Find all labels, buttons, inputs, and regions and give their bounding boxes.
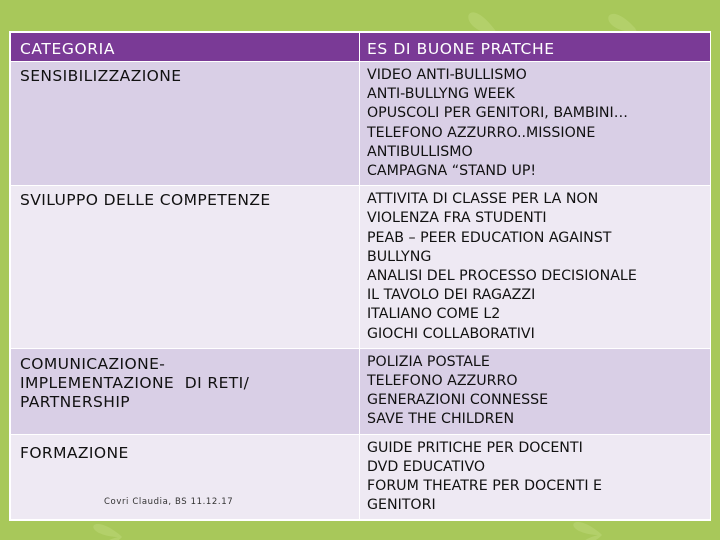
category-text: COMUNICAZIONE-: [20, 354, 166, 373]
example-text: ANTI-BULLYNG WEEK: [367, 86, 515, 103]
category-cell: [11, 186, 360, 349]
example-text: TELEFONO AZZURRO..MISSIONE: [367, 124, 596, 141]
example-text: BULLYNG: [367, 248, 432, 265]
example-text: GENERAZIONI CONNESSE: [367, 392, 549, 409]
category-text: SVILUPPO DELLE COMPETENZE: [20, 191, 271, 210]
example-text: ITALIANO COME L2: [367, 306, 501, 323]
category-text: IMPLEMENTAZIONE DI RETI/: [20, 373, 250, 392]
table-header-row: [11, 33, 711, 62]
examples-cell: [360, 348, 711, 434]
example-text: VIOLENZA FRA STUDENTI: [367, 210, 547, 227]
category-cell: [11, 434, 360, 520]
table-row: [11, 434, 711, 520]
category-text: SENSIBILIZZAZIONE: [20, 67, 182, 85]
column-header-category: CATEGORIA: [11, 33, 360, 62]
example-text: OPUSCOLI PER GENITORI, BAMBINI…: [367, 105, 628, 122]
category-cell: [11, 348, 360, 434]
example-text: CAMPAGNA “STAND UP!: [367, 163, 537, 180]
example-text: GUIDE PRITICHE PER DOCENTI: [367, 439, 583, 456]
examples-cell: [360, 62, 711, 186]
category-text: FORMAZIONE: [20, 443, 129, 462]
examples-cell: [360, 434, 711, 520]
examples-cell: [360, 186, 711, 349]
example-text: IL TAVOLO DEI RAGAZZI: [367, 287, 536, 304]
example-text: ATTIVITA DI CLASSE PER LA NON: [367, 191, 599, 208]
example-text: FORUM THEATRE PER DOCENTI E: [367, 478, 603, 495]
example-text: GIOCHI COLLABORATIVI: [367, 325, 535, 342]
example-text: VIDEO ANTI-BULLISMO: [367, 67, 527, 83]
practices-table: [9, 31, 711, 521]
category-text: PARTNERSHIP: [20, 392, 131, 411]
column-header-examples: ES DI BUONE PRATCHE: [360, 33, 711, 62]
example-text: ANTIBULLISMO: [367, 143, 473, 160]
example-text: DVD EDUCATIVO: [367, 458, 486, 475]
table-row: [11, 186, 711, 349]
footer-credit: Covri Claudia, BS 11.12.17: [104, 496, 234, 507]
example-text: TELEFONO AZZURRO: [367, 373, 518, 390]
example-text: ANALISI DEL PROCESSO DECISIONALE: [367, 268, 637, 285]
example-text: SAVE THE CHILDREN: [367, 411, 515, 428]
example-text: PEAB – PEER EDUCATION AGAINST: [367, 229, 612, 246]
example-text: POLIZIA POSTALE: [367, 353, 490, 370]
example-text: GENITORI: [367, 497, 436, 514]
table-row: [11, 62, 711, 186]
category-cell: [11, 62, 360, 186]
table-row: [11, 348, 711, 434]
